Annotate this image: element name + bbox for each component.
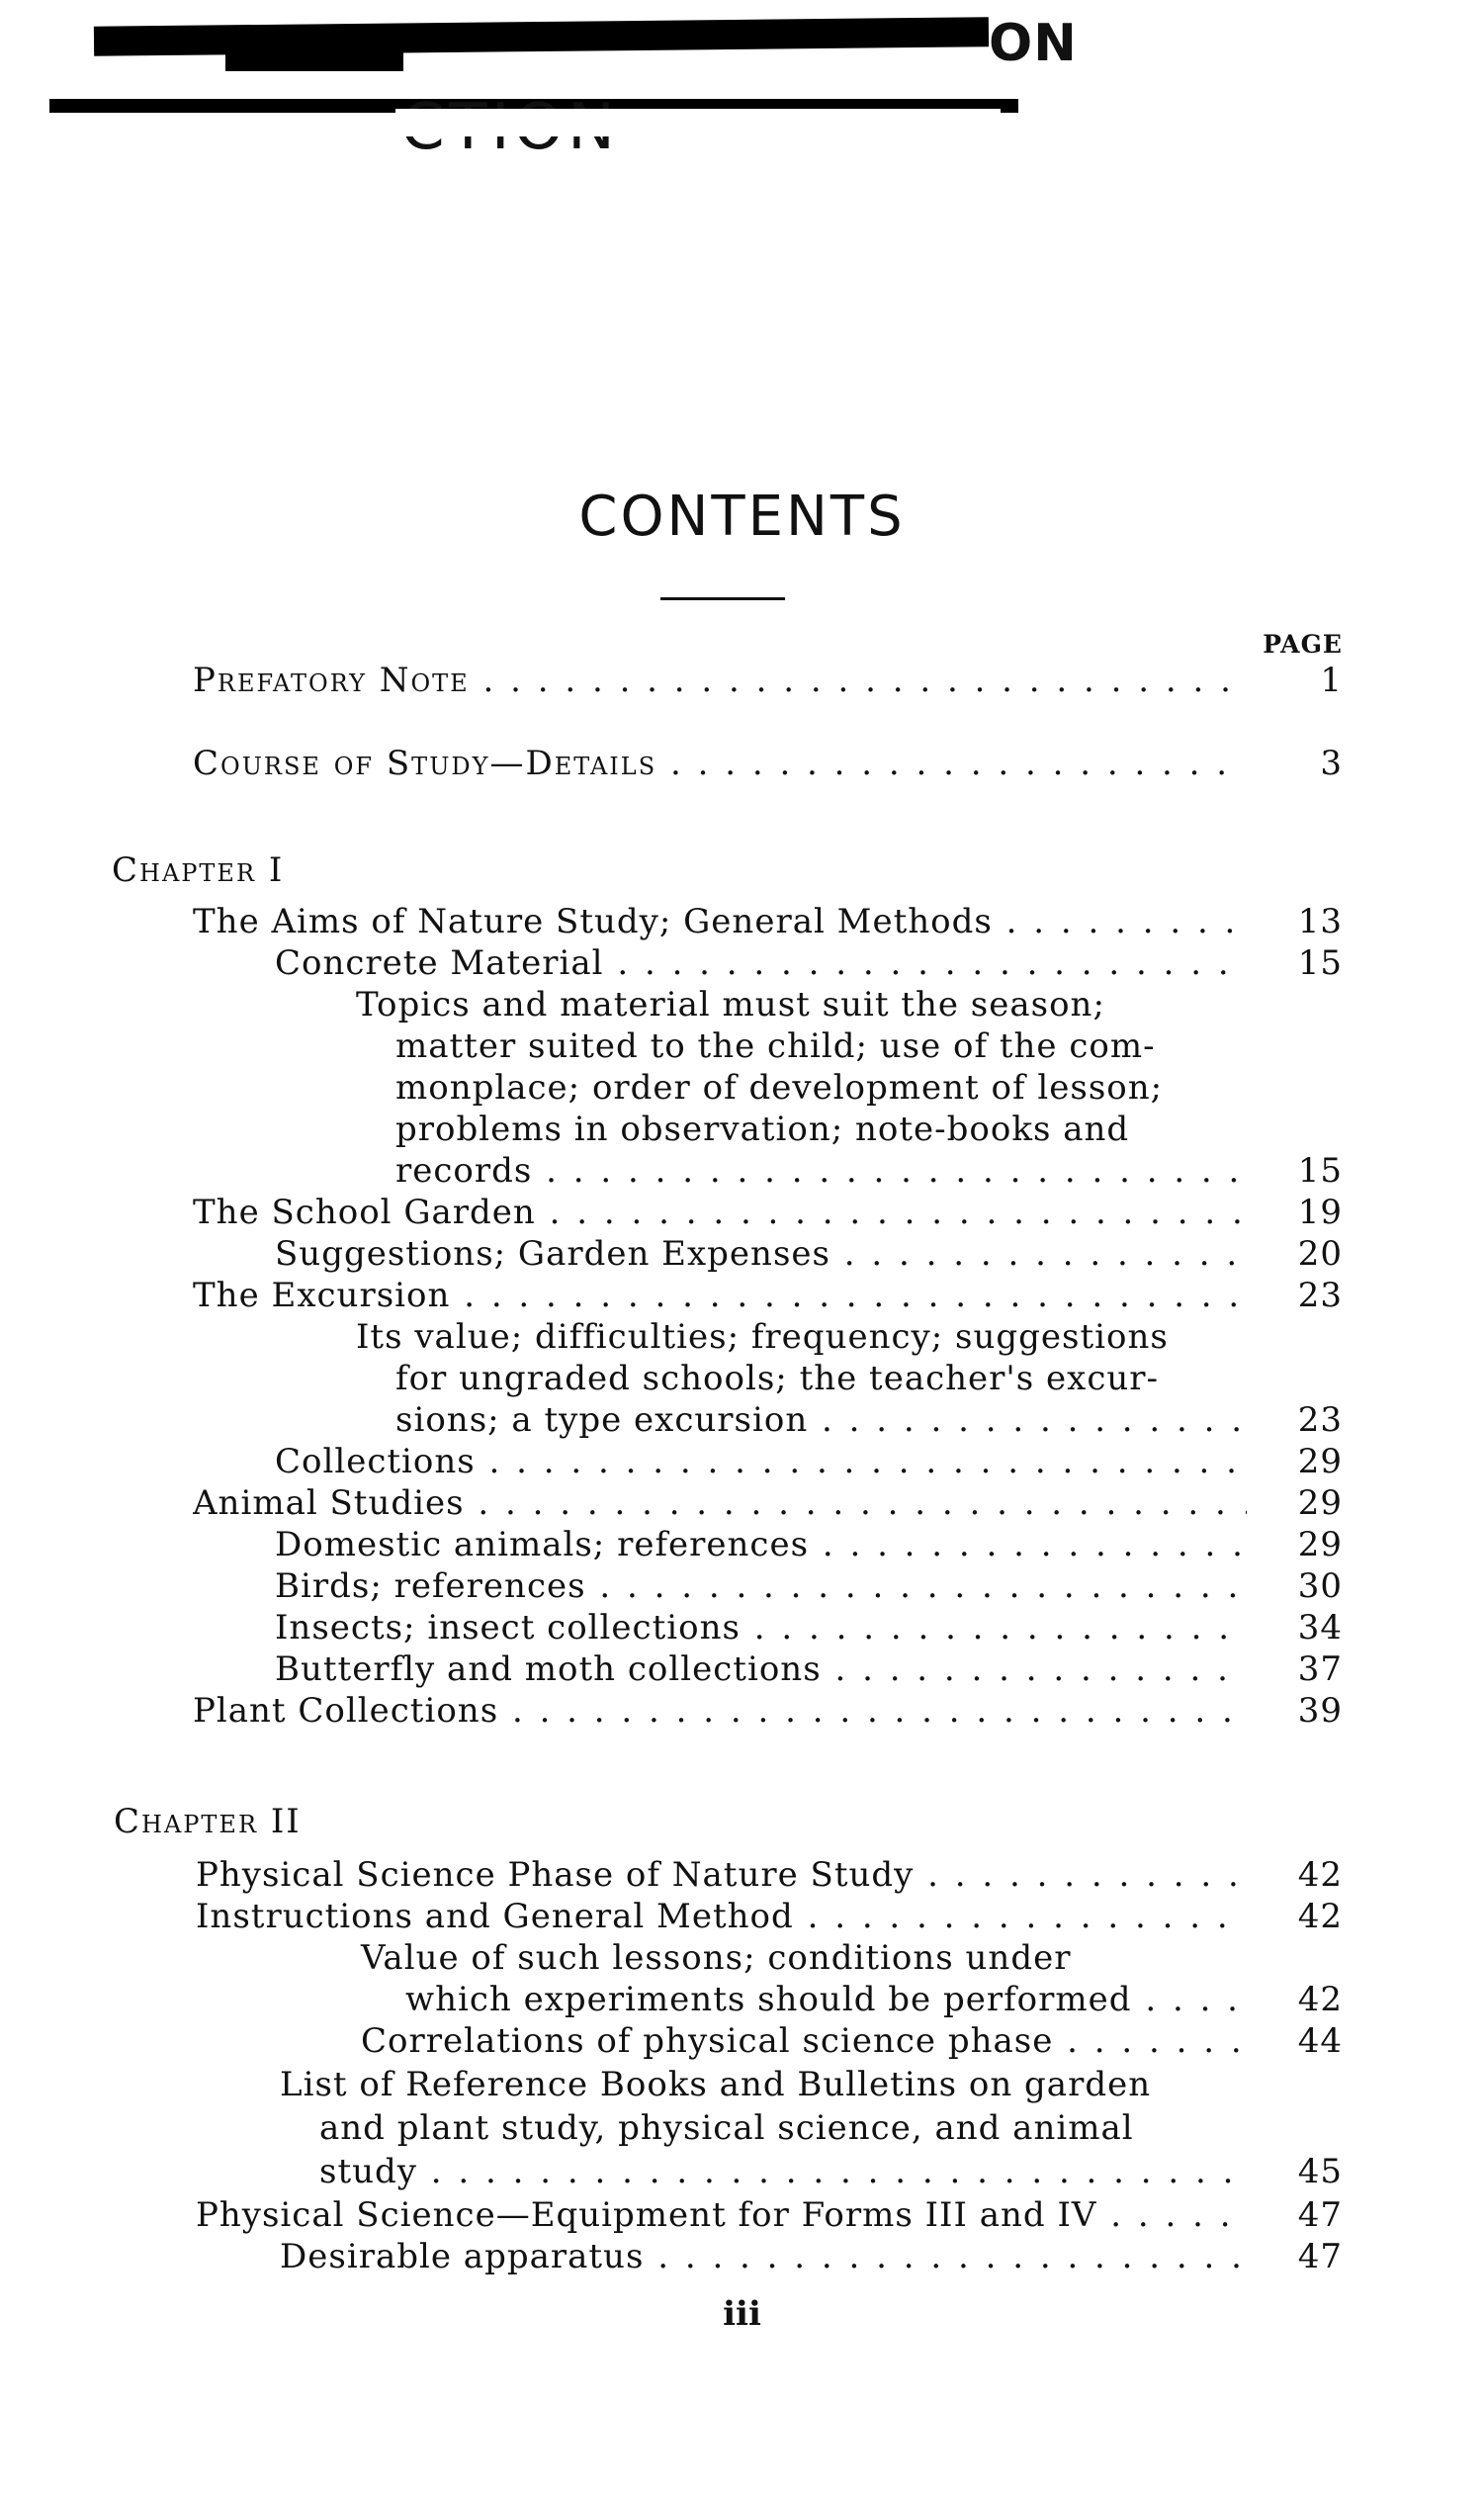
toc-entry xyxy=(0,1897,1484,1936)
toc-entry xyxy=(0,1193,1484,1232)
redaction-bar xyxy=(395,109,1001,136)
toc-entry-page: 29 xyxy=(1297,1525,1343,1564)
toc-entry-page: 42 xyxy=(1297,1980,1343,2019)
toc-entry xyxy=(0,744,1484,783)
toc-entry-page: 42 xyxy=(1297,1897,1343,1936)
toc-entry-text-line: for ungraded schools; the teacher's excur- xyxy=(395,1359,1160,1398)
page-column-label: PAGE xyxy=(1263,630,1343,659)
page-number: iii xyxy=(723,2294,761,2334)
toc-entry xyxy=(0,1525,1484,1564)
toc-entry-page: 20 xyxy=(1297,1234,1343,1274)
toc-entry-text-line: monplace; order of development of lesson; xyxy=(395,1068,1164,1108)
toc-entry xyxy=(0,1649,1484,1689)
toc-entry-title: The Aims of Nature Study; General Methods . . . xyxy=(193,902,1247,941)
chapter-heading: Chapter II xyxy=(114,1802,302,1841)
toc-entry xyxy=(0,2152,1484,2191)
toc-entry-page: 34 xyxy=(1297,1608,1343,1647)
toc-entry-text-line: Value of such lessons; conditions under xyxy=(361,1938,1072,1978)
toc-entry-title: records . . . xyxy=(395,1151,1247,1191)
toc-entry xyxy=(0,1234,1484,1274)
toc-entry-page: 3 xyxy=(1320,744,1343,783)
toc-entry-page: 39 xyxy=(1297,1691,1343,1731)
toc-entry-page: 42 xyxy=(1297,1855,1343,1895)
toc-entry xyxy=(0,1400,1484,1440)
toc-entry-text-line: and plant study, physical science, and animal xyxy=(319,2108,1134,2148)
toc-entry-title: Collections . . . xyxy=(275,1442,1247,1481)
title-rule xyxy=(660,597,785,600)
toc-entry-text-line: List of Reference Books and Bulletins on garden xyxy=(280,2065,1152,2104)
toc-entry-page: 47 xyxy=(1297,2195,1343,2235)
toc-entry xyxy=(0,1855,1484,1895)
toc-entry-text-line: Its value; difficulties; frequency; suggestions xyxy=(356,1317,1169,1357)
toc-entry xyxy=(0,1276,1484,1315)
toc-entry-title: Physical Science—Equipment for Forms III and IV . . . xyxy=(196,2195,1247,2235)
toc-entry-title: The School Garden . . . xyxy=(193,1193,1247,1232)
toc-entry-title: Insects; insect collections . . . xyxy=(275,1608,1247,1647)
toc-entry-text-line: problems in observation; note-books and xyxy=(395,1110,1130,1149)
chapter-heading: Chapter I xyxy=(112,850,285,890)
toc-entry-page: 19 xyxy=(1297,1193,1343,1232)
toc-entry-title: sions; a type excursion . . . xyxy=(395,1400,1247,1440)
toc-entry-page: 1 xyxy=(1320,661,1343,700)
toc-entry-page: 29 xyxy=(1297,1442,1343,1481)
page-title: CONTENTS xyxy=(578,485,906,549)
toc-entry-page: 15 xyxy=(1297,943,1343,983)
toc-entry xyxy=(0,902,1484,941)
toc-entry-title: Plant Collections . . . xyxy=(193,1691,1247,1731)
toc-entry xyxy=(0,943,1484,983)
toc-entry-title: study . . . xyxy=(319,2152,1247,2191)
library-stamp xyxy=(0,0,1484,198)
toc-entry xyxy=(0,2195,1484,2235)
toc-entry-title: Animal Studies . . . xyxy=(193,1483,1247,1523)
toc-entry-title: which experiments should be performed . . . xyxy=(405,1980,1247,2019)
toc-entry-page: 23 xyxy=(1297,1400,1343,1440)
toc-entry-title: Domestic animals; references . . . xyxy=(275,1525,1247,1564)
toc-entry xyxy=(0,661,1484,700)
toc-entry-title: Course of Study—Details . . . xyxy=(193,744,1247,783)
redaction-bar xyxy=(225,44,403,71)
toc-entry-page: 13 xyxy=(1297,902,1343,941)
toc-entry-title: Physical Science Phase of Nature Study . . . xyxy=(196,1855,1247,1895)
stamp-text: ON xyxy=(989,14,1078,73)
toc-entry-title: Butterfly and moth collections . . . xyxy=(275,1649,1247,1689)
toc-entry-page: 44 xyxy=(1297,2021,1343,2061)
toc-entry-page: 29 xyxy=(1297,1483,1343,1523)
toc-entry-page: 47 xyxy=(1297,2237,1343,2276)
toc-entry-title: Concrete Material . . . xyxy=(275,943,1247,983)
toc-entry-page: 37 xyxy=(1297,1649,1343,1689)
toc-entry xyxy=(0,2021,1484,2061)
toc-entry-page: 23 xyxy=(1297,1276,1343,1315)
toc-entry xyxy=(0,1608,1484,1647)
toc-entry xyxy=(0,1151,1484,1191)
toc-entry xyxy=(0,1691,1484,1731)
toc-entry-page: 30 xyxy=(1297,1566,1343,1606)
toc-entry-title: Desirable apparatus . . . xyxy=(280,2237,1247,2276)
toc-entry xyxy=(0,1483,1484,1523)
toc-entry xyxy=(0,1566,1484,1606)
toc-entry-title: Correlations of physical science phase . . . xyxy=(361,2021,1247,2061)
toc-entry xyxy=(0,2237,1484,2276)
toc-entry xyxy=(0,1980,1484,2019)
toc-entry-title: The Excursion . . . xyxy=(193,1276,1247,1315)
toc-entry-text-line: matter suited to the child; use of the com- xyxy=(395,1026,1156,1066)
toc-entry-page: 15 xyxy=(1297,1151,1343,1191)
toc-entry-title: Suggestions; Garden Expenses . . . xyxy=(275,1234,1247,1274)
toc-entry xyxy=(0,1442,1484,1481)
toc-entry-title: Instructions and General Method . . . xyxy=(196,1897,1247,1936)
toc-entry-text-line: Topics and material must suit the season; xyxy=(356,985,1105,1024)
toc-entry-page: 45 xyxy=(1297,2152,1343,2191)
toc-entry-title: Birds; references . . . xyxy=(275,1566,1247,1606)
toc-entry-title: Prefatory Note . . . xyxy=(193,661,1247,700)
